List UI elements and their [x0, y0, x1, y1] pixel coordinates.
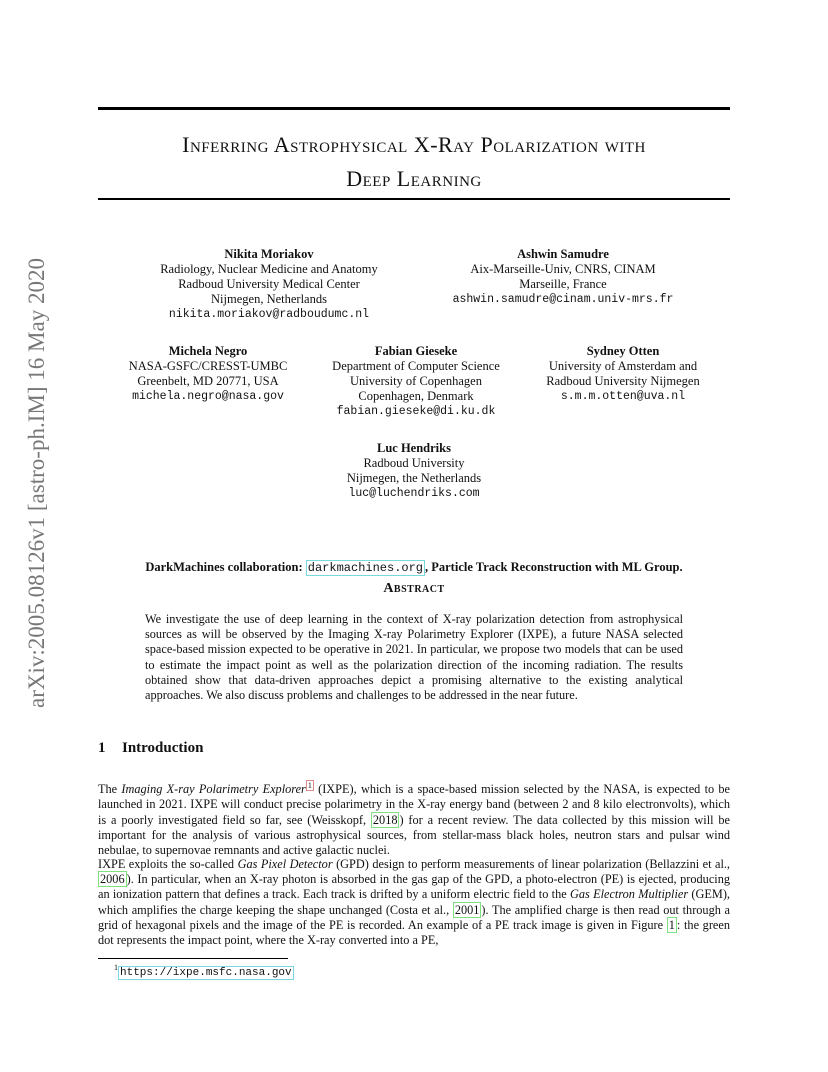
text-run: (IXPE), which is a space-based mission selected by the NASA, is expected to be launched in 2021. IXPE will conduct precise polarimetry in the X-ray energy band (between 2 and 8 kilo electronvolts), which is a poorly investigated field so far, see (Weisskopf, [98, 782, 731, 827]
author-block-samudre [433, 247, 693, 307]
paper-title [98, 128, 730, 196]
author-affiliation: Aix-Marseille-Univ, CNRS, CINAM [470, 262, 656, 276]
text-run: (GEM), which amplifies the charge keeping the shape unchanged (Costa et al., [98, 887, 731, 917]
collaboration-link[interactable]: darkmachines.org [307, 561, 423, 575]
author-name: Sydney Otten [586, 344, 660, 358]
author-affiliation: Marseille, France [519, 277, 607, 291]
term-emphasis: Gas Pixel Detector [237, 857, 333, 871]
abstract-heading: Abstract [383, 581, 445, 596]
text-run: ). In particular, when an X-ray photon is absorbed in the gas gap of the GPD, a photo-electron (PE) is ejected, producing an ionization pattern that defines a track. Each track is drifted by a uniform electric field to the [98, 872, 730, 902]
author-block-negro [108, 344, 308, 404]
author-affiliation: Radboud University Medical Center [178, 277, 360, 291]
arxiv-identifier-stamp [14, 256, 54, 716]
text-run: IXPE exploits the so-called [98, 857, 238, 871]
citation-link[interactable]: 2006 [100, 872, 125, 887]
author-affiliation: Department of Computer Science [332, 359, 500, 373]
arxiv-stamp-text: arXiv:2005.08126v1 [astro-ph.IM] 16 May 2020 [24, 258, 49, 708]
footnote [114, 963, 294, 979]
title-line-1: Inferring Astrophysical X-Ray Polarization with [182, 132, 646, 157]
author-block-hendriks [314, 441, 514, 501]
footnote-rule [98, 958, 288, 959]
intro-paragraph-1 [98, 778, 730, 858]
author-affiliation: NASA-GSFC/CRESST-UMBC [128, 359, 288, 373]
term-emphasis: Gas Electron Multiplier [569, 887, 689, 902]
author-affiliation: Copenhagen, Denmark [358, 389, 474, 403]
text-run: ). The amplified charge is then read out through a grid of hexagonal pixels and the image of the PE is recorded. An example of a PE track image is given in Figure [98, 902, 730, 932]
author-email: ashwin.samudre@cinam.univ-mrs.fr [452, 293, 674, 306]
author-block-gieseke [316, 344, 516, 419]
author-affiliation: Greenbelt, MD 20771, USA [137, 374, 279, 388]
section-title: Introduction [122, 740, 204, 756]
author-block-moriakov [139, 247, 399, 322]
author-affiliation: University of Amsterdam and [548, 359, 698, 373]
section-number: 1 [98, 740, 106, 756]
abstract-text: We investigate the use of deep learning in the context of X-ray polarization detection from astrophysical sources as will be observed by the Imaging X-ray Polarimetry Explorer (IXPE), a future NASA selected space-based mission expected to be operative in 2021. In particular, we propose two models that can be used to estimate the impact point as well as the polarization direction of the incoming radiation. The results obtained show that data-driven approaches depict a promising alternative to the existing analytical approaches. We also discuss problems and challenges to be addressed in the near future. [145, 612, 683, 703]
author-name: Ashwin Samudre [517, 247, 609, 261]
author-name: Nikita Moriakov [224, 247, 314, 261]
author-email: s.m.m.otten@uva.nl [560, 390, 686, 403]
citation-link[interactable]: 2001 [454, 902, 480, 917]
author-affiliation: University of Copenhagen [350, 374, 482, 388]
footnote-link[interactable]: 1 [307, 781, 312, 790]
text-run: The [98, 782, 122, 797]
author-email: michela.negro@nasa.gov [132, 390, 284, 403]
collaboration-prefix: DarkMachines collaboration: [145, 560, 306, 574]
author-block-otten [523, 344, 723, 404]
title-top-rule [98, 107, 730, 110]
author-affiliation: Radboud University [363, 456, 465, 470]
text-run: ) for a recent review. The data collected by this mission will be important for the analysis of various astrophysical sources, from stellar-mass black holes, neutron stars and pulsar wind nebulae, to supernovae remnants and active galactic nuclei. [98, 812, 730, 857]
footnote-mark: 1 [114, 963, 118, 972]
author-affiliation: Radboud University Nijmegen [546, 374, 700, 388]
author-affiliation: Nijmegen, Netherlands [211, 292, 327, 306]
author-name: Fabian Gieseke [374, 344, 458, 358]
author-affiliation: Nijmegen, the Netherlands [346, 471, 482, 485]
author-email: luc@luchendriks.com [348, 487, 480, 500]
author-email: fabian.gieseke@di.ku.dk [336, 405, 496, 418]
section-heading-introduction [98, 740, 203, 757]
collaboration-suffix: , Particle Track Reconstruction with ML Group. [425, 560, 683, 574]
author-name: Luc Hendriks [377, 441, 451, 455]
text-run: : the green dot represents the impact point, where the X-ray converted into a PE, [98, 917, 730, 948]
figure-reference-link[interactable]: 1 [668, 917, 675, 932]
citation-link[interactable]: 2018 [372, 812, 398, 827]
title-bottom-rule [98, 198, 730, 200]
collaboration-line [98, 560, 730, 575]
text-run: (GPD) design to perform measurements of linear polarization (Bellazzini et al., [332, 857, 731, 871]
title-line-2: Deep Learning [346, 166, 482, 191]
author-email: nikita.moriakov@radboudumc.nl [168, 308, 370, 321]
mission-name-emphasis: Imaging X-ray Polarimetry Explorer [121, 782, 306, 797]
author-name: Michela Negro [168, 344, 248, 358]
author-affiliation: Radiology, Nuclear Medicine and Anatomy [160, 262, 378, 276]
intro-paragraph-2 [98, 857, 730, 948]
footnote-url-link[interactable]: https://ixpe.msfc.nasa.gov [120, 966, 292, 979]
